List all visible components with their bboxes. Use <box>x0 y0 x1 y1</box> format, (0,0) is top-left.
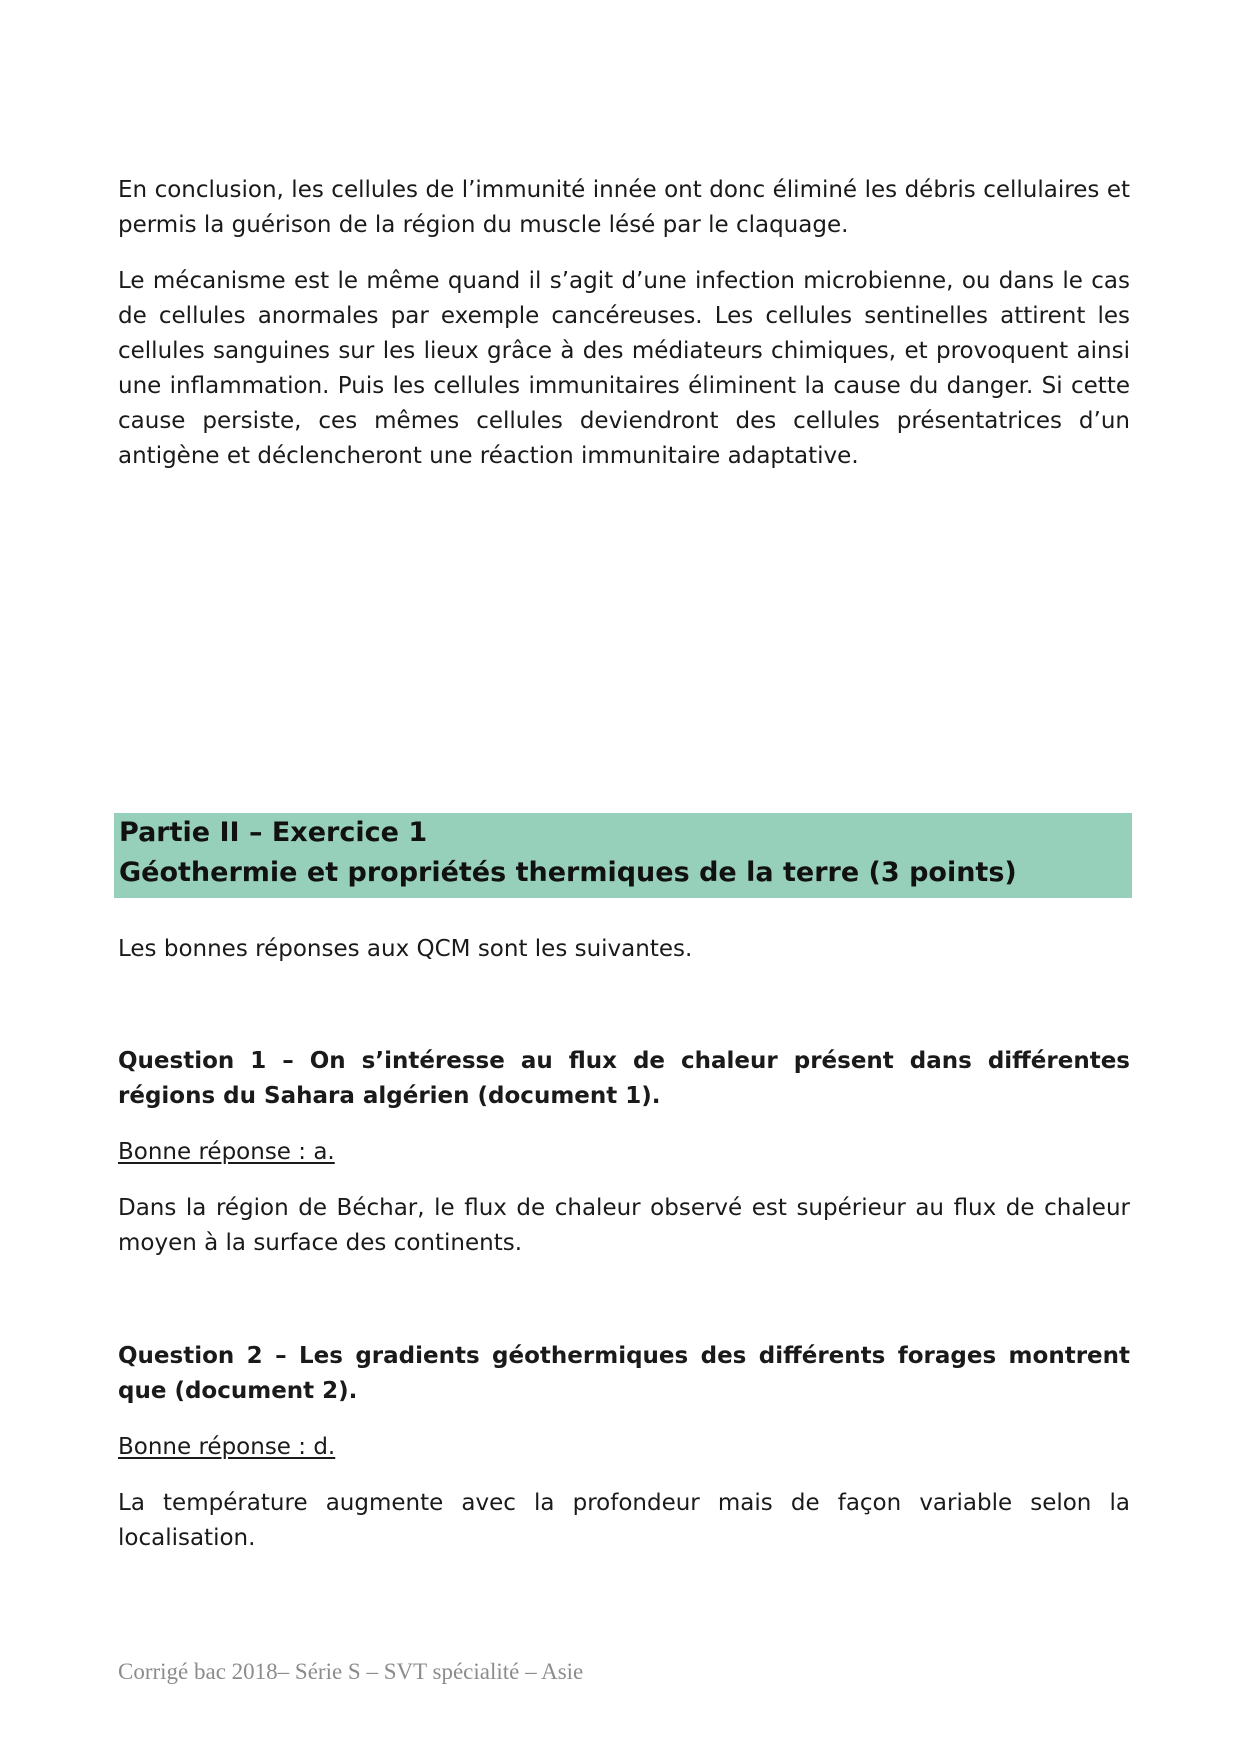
section-title-line1: Partie II – Exercice 1 <box>119 817 428 848</box>
question-1-answer: Bonne réponse : a. <box>118 1139 335 1165</box>
question-2-answer: Bonne réponse : d. <box>118 1434 336 1460</box>
page-footer: Corrigé bac 2018– Série S – SVT spécialité – Asie <box>118 1659 584 1684</box>
question-2-heading: Question 2 – Les gradients géothermiques des différents forages montrent que (document 2). <box>118 1343 1130 1404</box>
question-2-explanation: La température augmente avec la profondeur mais de façon variable selon la localisation. <box>118 1490 1130 1551</box>
section-header <box>114 813 1132 898</box>
section-title-line2: Géothermie et propriétés thermiques de la terre (3 points) <box>119 857 1017 888</box>
conclusion-paragraph: En conclusion, les cellules de l’immunité innée ont donc éliminé les débris cellulaires et permis la guérison de la région du muscle lésé par le claquage. <box>118 177 1130 238</box>
question-1-heading: Question 1 – On s’intéresse au flux de chaleur présent dans différentes régions du Sahara algérien (document 1). <box>118 1048 1130 1109</box>
section-intro: Les bonnes réponses aux QCM sont les suivantes. <box>118 936 693 962</box>
mechanism-paragraph: Le mécanisme est le même quand il s’agit d’une infection microbienne, ou dans le cas de cellules anormales par exemple cancéreuses. Les cellules sentinelles attirent les cellules sanguines sur les lieux grâce à des médiateurs chimiques, et provoquent ainsi une inflammation. Puis les cellules immunitaires éliminent la cause du danger. Si cette cause persiste, ces mêmes cellules deviendront des cellules présentatrices d’un antigène et déclencheront une réaction immunitaire adaptative. <box>118 268 1130 469</box>
question-1-explanation: Dans la région de Béchar, le flux de chaleur observé est supérieur au flux de chaleur moyen à la surface des continents. <box>118 1195 1130 1256</box>
